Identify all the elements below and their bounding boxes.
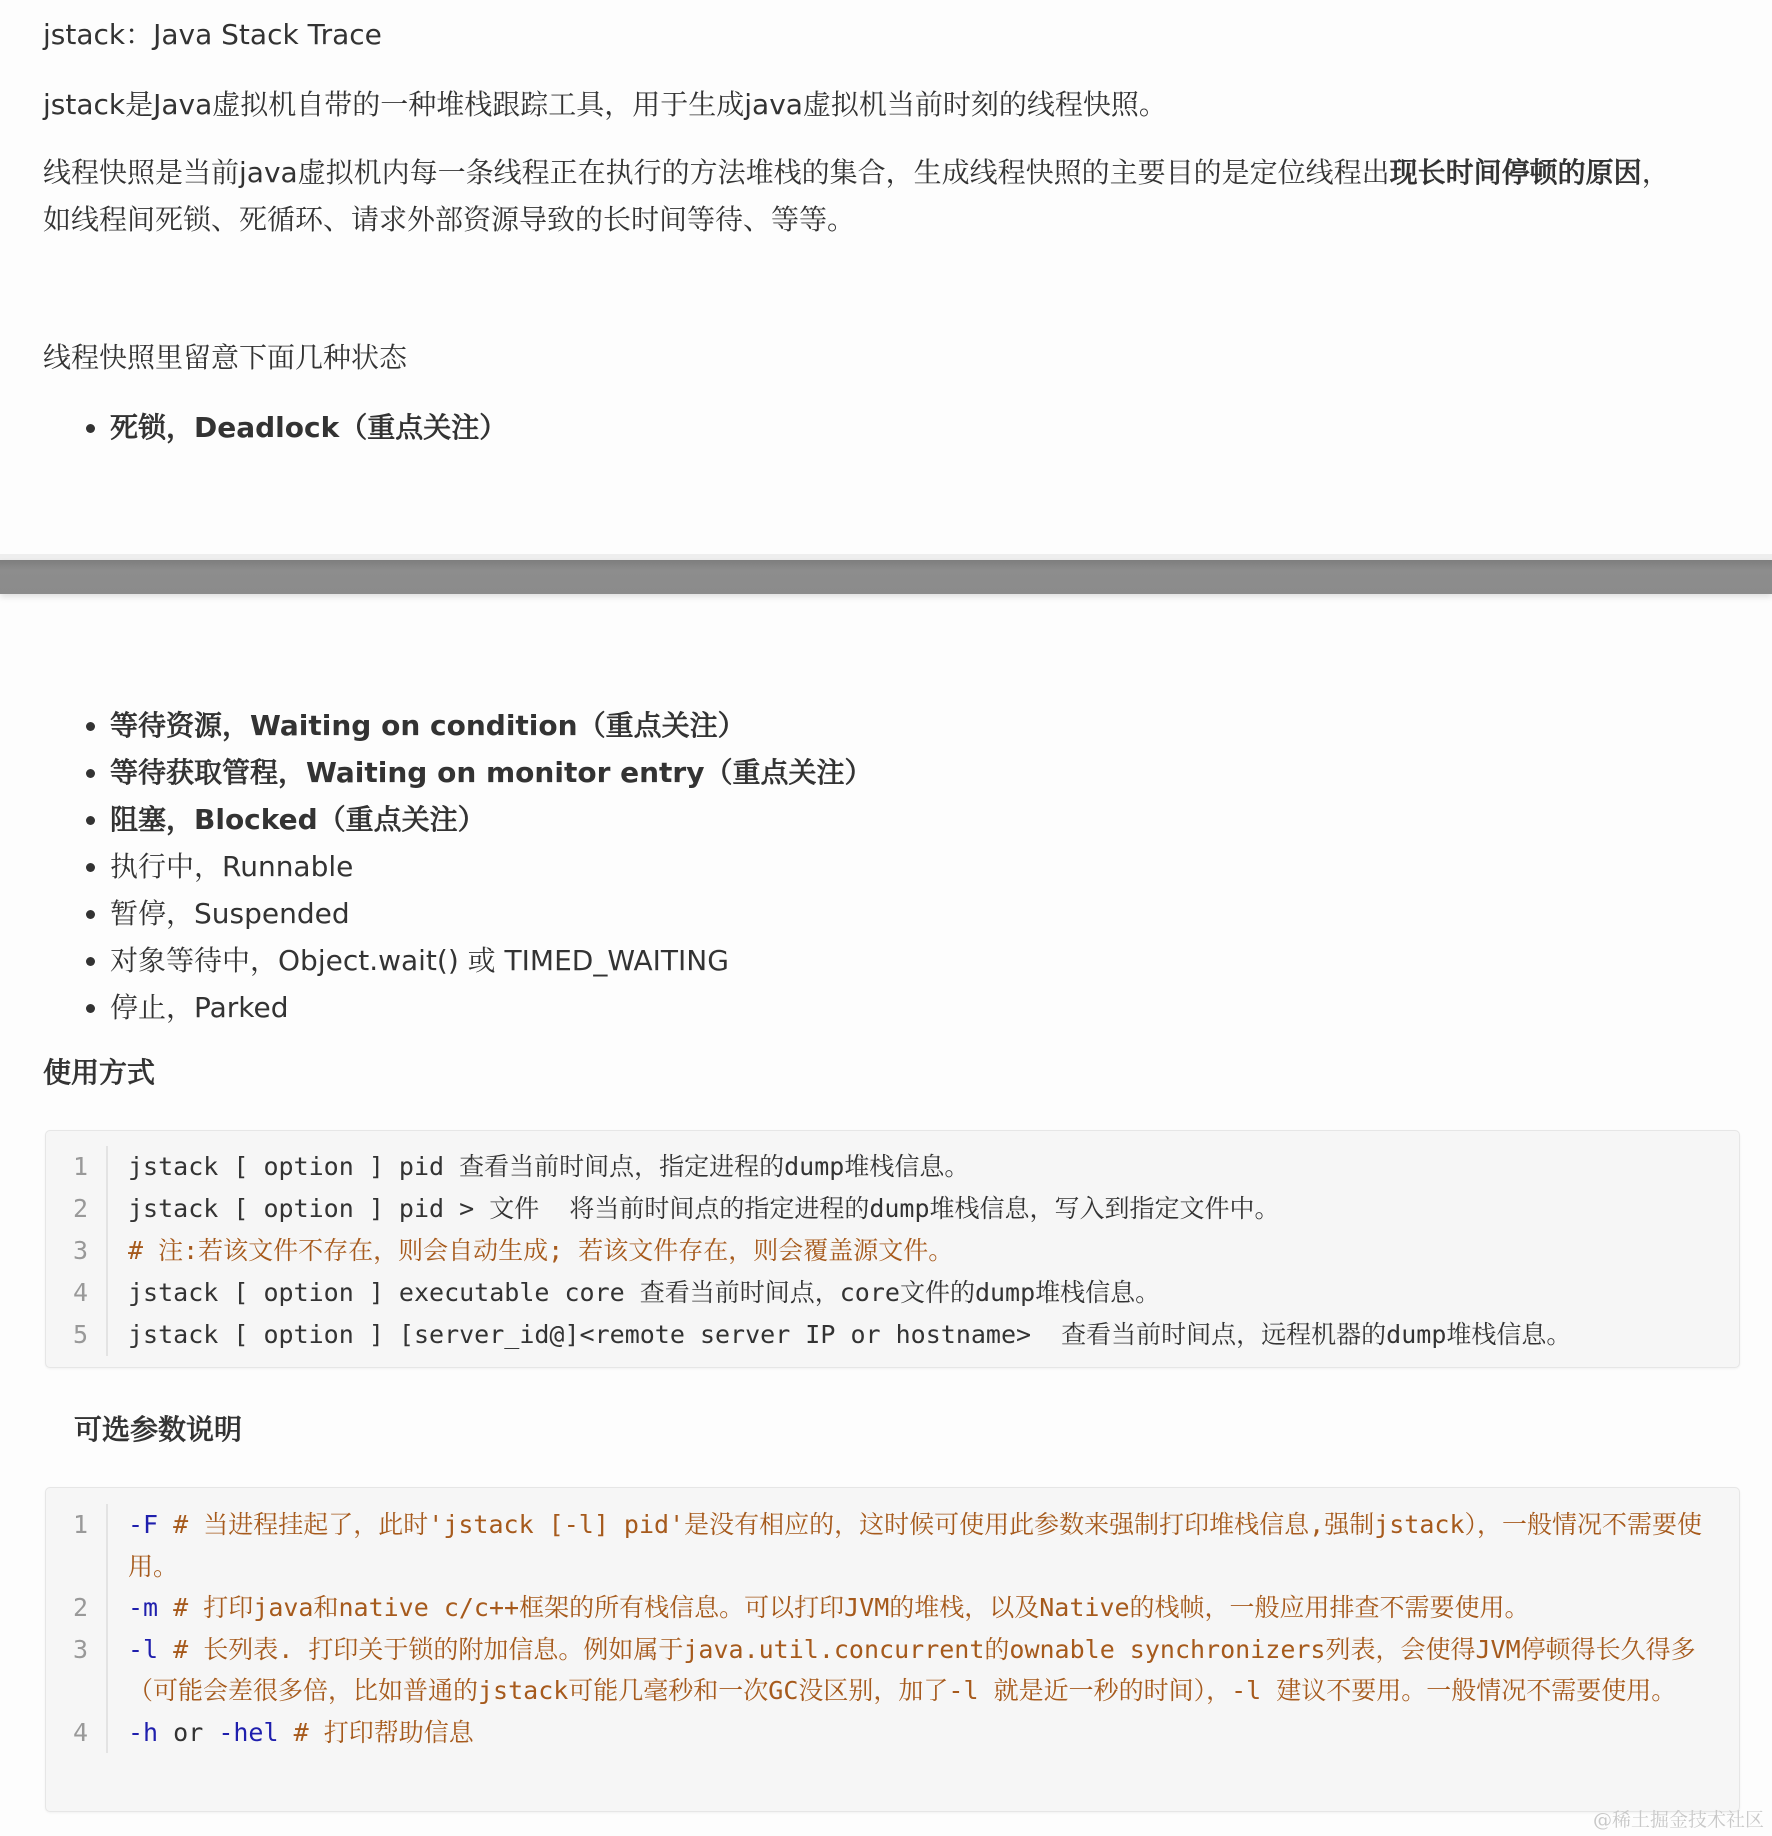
state-item: • 死锁，Deadlock（重点关注） [110,404,507,451]
code-text [108,1504,1739,1587]
intro-paragraph: jstack是Java虚拟机自带的一种堆栈跟踪工具，用于生成java虚拟机当前时刻的线程快照。 [43,88,1167,121]
state-item: • 阻塞，Blocked（重点关注） [110,796,873,843]
code-token-comment: # 注:若该文件不存在，则会自动生成; 若该文件存在，则会覆盖源文件。 [128,1236,954,1265]
page-title: jstack：Java Stack Trace [43,18,382,51]
code-text [108,1230,1739,1272]
line-number: 5 [46,1314,108,1356]
state-item: • 执行中，Runnable [110,843,873,890]
code-token-kw: -hel [218,1717,279,1747]
code-token-plain: jstack [ option ] pid > 文件 将当前时间点的指定进程的dump堆栈信息，写入到指定文件中。 [128,1194,1280,1223]
states-list [43,702,873,1031]
code-token-comment: # 打印帮助信息 [278,1717,474,1747]
code-token-kw: -h [128,1717,159,1747]
snapshot-paragraph-line2: 如线程间死锁、死循环、请求外部资源导致的长时间等待、等等。 [43,203,856,236]
options-code-block [45,1487,1740,1812]
state-item: • 停止，Parked [110,984,873,1031]
code-line [46,1712,1739,1754]
code-token-plain: jstack [ option ] executable core 查看当前时间点，core文件的dump堆栈信息。 [128,1278,1161,1307]
code-token-kw: -l [128,1634,159,1664]
line-number: 1 [46,1146,108,1188]
state-item: • 暂停，Suspended [110,890,873,937]
line-number: 4 [46,1272,108,1314]
line-number: 1 [46,1504,108,1587]
snapshot-punct: ， [1641,156,1670,189]
line-number: 2 [46,1587,108,1629]
code-line [46,1314,1739,1356]
usage-code-block [45,1130,1740,1368]
line-number: 3 [46,1230,108,1272]
code-text [108,1629,1739,1712]
code-line [46,1188,1739,1230]
code-text [108,1272,1739,1314]
code-text [108,1587,1739,1629]
code-token-kw: -F [128,1510,159,1539]
code-token-plain: jstack [ option ] [server_id@]<remote server IP or hostname> 查看当前时间点，远程机器的dump堆栈信息。 [128,1320,1572,1349]
state-item: • 等待获取管程，Waiting on monitor entry（重点关注） [110,749,873,796]
page-divider [0,560,1772,594]
code-token-kw: -m [128,1593,159,1622]
code-line [46,1146,1739,1188]
state-item: • 对象等待中，Object.wait() 或 TIMED_WAITING [110,937,873,984]
code-token-comment: # 长列表. 打印关于锁的附加信息。例如属于java.util.concurrent的ownable synchronizers列表，会使得JVM停顿得长久得多（可能会差很多倍，比如普通的jstack可能几毫秒和一次GC没区别，加了-l 就是近一秒的时间），-l 建议不要用。一般情况不需要使用。 [128,1634,1696,1705]
line-number: 4 [46,1712,108,1754]
code-token-comment: # 当进程挂起了，此时'jstack [-l] pid'是没有相应的，这时候可使用此参数来强制打印堆栈信息,强制jstack），一般情况不需要使用。 [128,1510,1702,1581]
code-line [46,1230,1739,1272]
line-number: 2 [46,1188,108,1230]
snapshot-text: 线程快照是当前java虚拟机内每一条线程正在执行的方法堆栈的集合，生成线程快照的主要目的是定位线程出 [43,156,1390,189]
states-heading: 线程快照里留意下面几种状态 [43,341,408,374]
code-token-plain: or [158,1717,219,1747]
code-text [108,1314,1739,1356]
line-number: 3 [46,1629,108,1712]
snapshot-emphasis: 现长时间停顿的原因 [1389,156,1642,189]
code-line [46,1504,1739,1587]
snapshot-paragraph [43,150,1670,196]
code-text [108,1712,1739,1754]
state-item: • 等待资源，Waiting on condition（重点关注） [110,702,873,749]
code-line [46,1629,1739,1712]
code-text [108,1146,1739,1188]
options-heading: 可选参数说明 [74,1413,243,1446]
code-token-plain: jstack [ option ] pid 查看当前时间点，指定进程的dump堆栈信息。 [128,1152,970,1181]
code-line [46,1587,1739,1629]
code-token-comment: # 打印java和native c/c++框架的所有栈信息。可以打印JVM的堆栈，以及Native的栈帧，一般应用排查不需要使用。 [158,1593,1530,1622]
states-list-first [43,404,507,451]
watermark: @稀土掘金技术社区 [1592,1809,1764,1831]
usage-heading: 使用方式 [43,1056,156,1089]
code-text [108,1188,1739,1230]
code-line [46,1272,1739,1314]
